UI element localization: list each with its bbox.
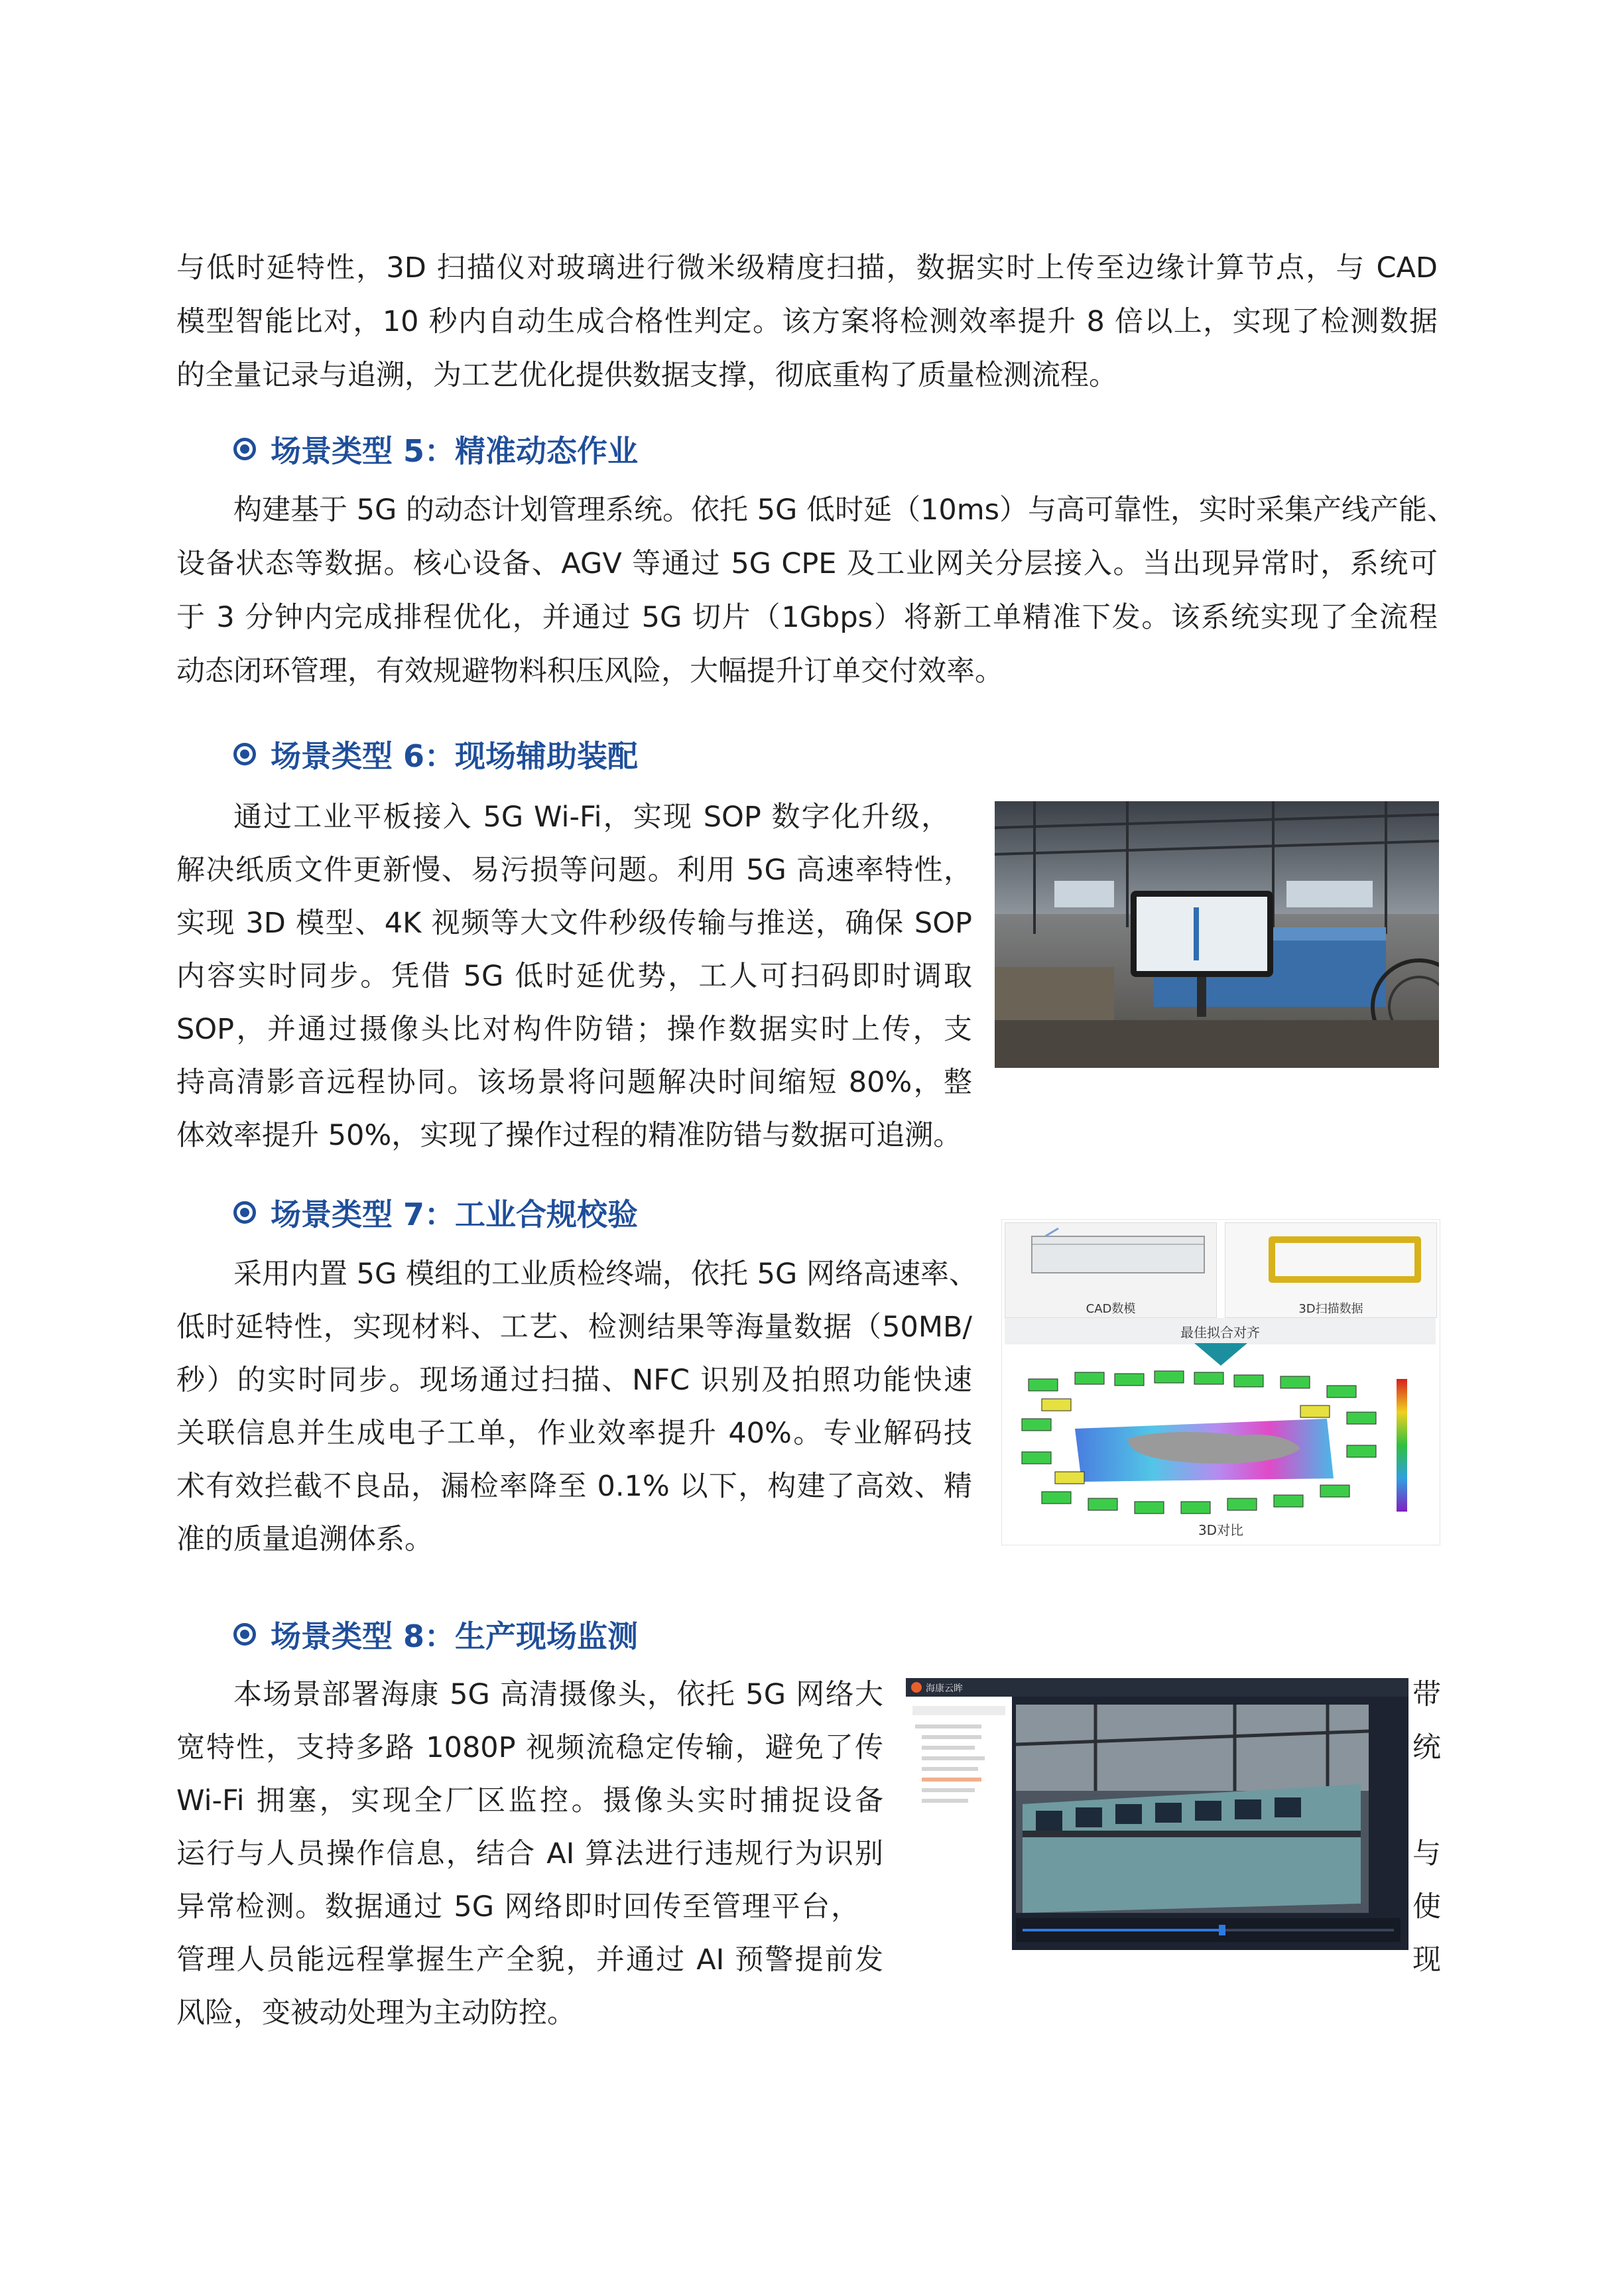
s8-line-5: 异常检测。数据通过 5G 网络即时回传至管理平台， bbox=[176, 1890, 859, 1923]
fit-banner bbox=[1005, 1318, 1436, 1344]
intro-line-2: 模型智能比对，10 秒内自动生成合格性判定。该方案将检测效率提升 8 倍以上，实现了检测数据 bbox=[176, 305, 1438, 338]
cad-label: CAD数模 bbox=[1086, 1302, 1136, 1316]
scan-data-shape bbox=[1225, 1223, 1436, 1296]
s7-line-4: 关联信息并生成电子工单，作业效率提升 40%。专业解码技 bbox=[176, 1417, 972, 1450]
s7-line-2: 低时延特性，实现材料、工艺、检测结果等海量数据（50MB/ bbox=[176, 1311, 972, 1344]
factory-scene bbox=[995, 801, 1439, 1068]
right-char-4: 与 bbox=[1412, 1837, 1441, 1870]
section-8-title: 场景类型 8：生产现场监测 bbox=[271, 1618, 639, 1654]
tree-search-input[interactable] bbox=[912, 1706, 1005, 1715]
s6-line-7: 体效率提升 50%，实现了操作过程的精准防错与数据可追溯。 bbox=[176, 1119, 962, 1152]
bullet-icon bbox=[233, 1623, 256, 1646]
device-tree-panel bbox=[906, 1697, 1012, 1950]
scan-label: 3D扫描数据 bbox=[1298, 1302, 1363, 1316]
section-5-heading bbox=[233, 427, 638, 471]
s8-line-3: Wi-Fi 拥塞，实现全厂区监控。摄像头实时捕捉设备 bbox=[176, 1784, 883, 1817]
s8-line-4: 运行与人员操作信息，结合 AI 算法进行违规行为识别 bbox=[176, 1837, 883, 1870]
bullet-icon bbox=[233, 1201, 256, 1224]
s6-line-5: SOP，并通过摄像头比对构件防错；操作数据实时上传，支 bbox=[176, 1013, 972, 1046]
brand-logo-icon bbox=[911, 1682, 922, 1693]
right-char-6: 现 bbox=[1412, 1943, 1441, 1977]
s8-line-2: 宽特性，支持多路 1080P 视频流稳定传输，避免了传 bbox=[176, 1731, 883, 1764]
section-5-title: 场景类型 5：精准动态作业 bbox=[271, 433, 639, 469]
camera-video bbox=[1016, 1705, 1369, 1913]
brand-name: 海康云眸 bbox=[926, 1683, 963, 1694]
cad-model-panel bbox=[1005, 1222, 1217, 1318]
s6-line-2: 解决纸质文件更新慢、易污损等问题。利用 5G 高速率特性， bbox=[176, 854, 972, 887]
monitoring-app-screenshot bbox=[906, 1678, 1408, 1950]
compare-label: 3D对比 bbox=[1198, 1522, 1244, 1538]
s5-line-3: 于 3 分钟内完成排程优化，并通过 5G 切片（1Gbps）将新工单精准下发。该系统实现了全流程 bbox=[176, 601, 1438, 634]
s5-line-4: 动态闭环管理，有效规避物料积压风险，大幅提升订单交付效率。 bbox=[176, 655, 1003, 688]
s7-line-3: 秒）的实时同步。现场通过扫描、NFC 识别及拍照功能快速 bbox=[176, 1364, 972, 1397]
s8-line-6: 管理人员能远程掌握生产全貌，并通过 AI 预警提前发 bbox=[176, 1943, 883, 1977]
s8-line-7: 风险，变被动处理为主动防控。 bbox=[176, 1996, 576, 2030]
scan-data-panel bbox=[1225, 1222, 1437, 1318]
section-6-heading bbox=[233, 732, 638, 776]
s5-line-1: 构建基于 5G 的动态计划管理系统。依托 5G 低时延（10ms）与高可靠性，实时采集产线产能、 bbox=[233, 493, 1456, 527]
video-timeline[interactable] bbox=[1016, 1918, 1401, 1942]
bullet-icon bbox=[233, 743, 256, 765]
scan-compare-figure bbox=[1001, 1219, 1440, 1545]
right-char-2: 统 bbox=[1412, 1731, 1441, 1764]
intro-line-3: 的全量记录与追溯，为工艺优化提供数据支撑，彻底重构了质量检测流程。 bbox=[176, 359, 1117, 392]
s7-line-5: 术有效拦截不良品，漏检率降至 0.1% 以下，构建了高效、精 bbox=[176, 1470, 972, 1503]
s5-line-2: 设备状态等数据。核心设备、AGV 等通过 5G CPE 及工业网关分层接入。当出现异常时，系统可 bbox=[176, 547, 1438, 580]
right-char-1: 带 bbox=[1412, 1678, 1441, 1711]
app-topbar bbox=[906, 1678, 1408, 1697]
camera-frame bbox=[1016, 1705, 1369, 1913]
section-6-title: 场景类型 6：现场辅助装配 bbox=[271, 738, 639, 774]
bullet-icon bbox=[233, 438, 256, 460]
s8-line-1: 本场景部署海康 5G 高清摄像头，依托 5G 网络大 bbox=[233, 1678, 883, 1711]
intro-line-1: 与低时延特性，3D 扫描仪对玻璃进行微米级精度扫描，数据实时上传至边缘计算节点，与 CAD bbox=[176, 251, 1438, 285]
fit-label: 最佳拟合对齐 bbox=[1180, 1325, 1260, 1340]
cad-model-shape bbox=[1005, 1223, 1216, 1296]
section-7-heading bbox=[233, 1191, 638, 1234]
deviation-heatmap bbox=[1015, 1366, 1426, 1525]
s6-line-1: 通过工业平板接入 5G Wi-Fi，实现 SOP 数字化升级， bbox=[233, 801, 950, 834]
section-7-title: 场景类型 7：工业合规校验 bbox=[271, 1197, 639, 1232]
s6-line-6: 持高清影音远程协同。该场景将问题解决时间缩短 80%，整 bbox=[176, 1066, 972, 1099]
s6-line-4: 内容实时同步。凭借 5G 低时延优势，工人可扫码即时调取 bbox=[176, 960, 972, 993]
s7-line-1: 采用内置 5G 模组的工业质检终端，依托 5G 网络高速率、 bbox=[233, 1258, 978, 1291]
right-char-5: 使 bbox=[1412, 1890, 1441, 1923]
s6-line-3: 实现 3D 模型、4K 视频等大文件秒级传输与推送，确保 SOP bbox=[176, 907, 972, 940]
factory-tablet-photo bbox=[995, 801, 1439, 1068]
section-8-heading bbox=[233, 1612, 638, 1656]
timeline-handle[interactable] bbox=[1219, 1925, 1225, 1935]
s7-line-6: 准的质量追溯体系。 bbox=[176, 1523, 433, 1556]
